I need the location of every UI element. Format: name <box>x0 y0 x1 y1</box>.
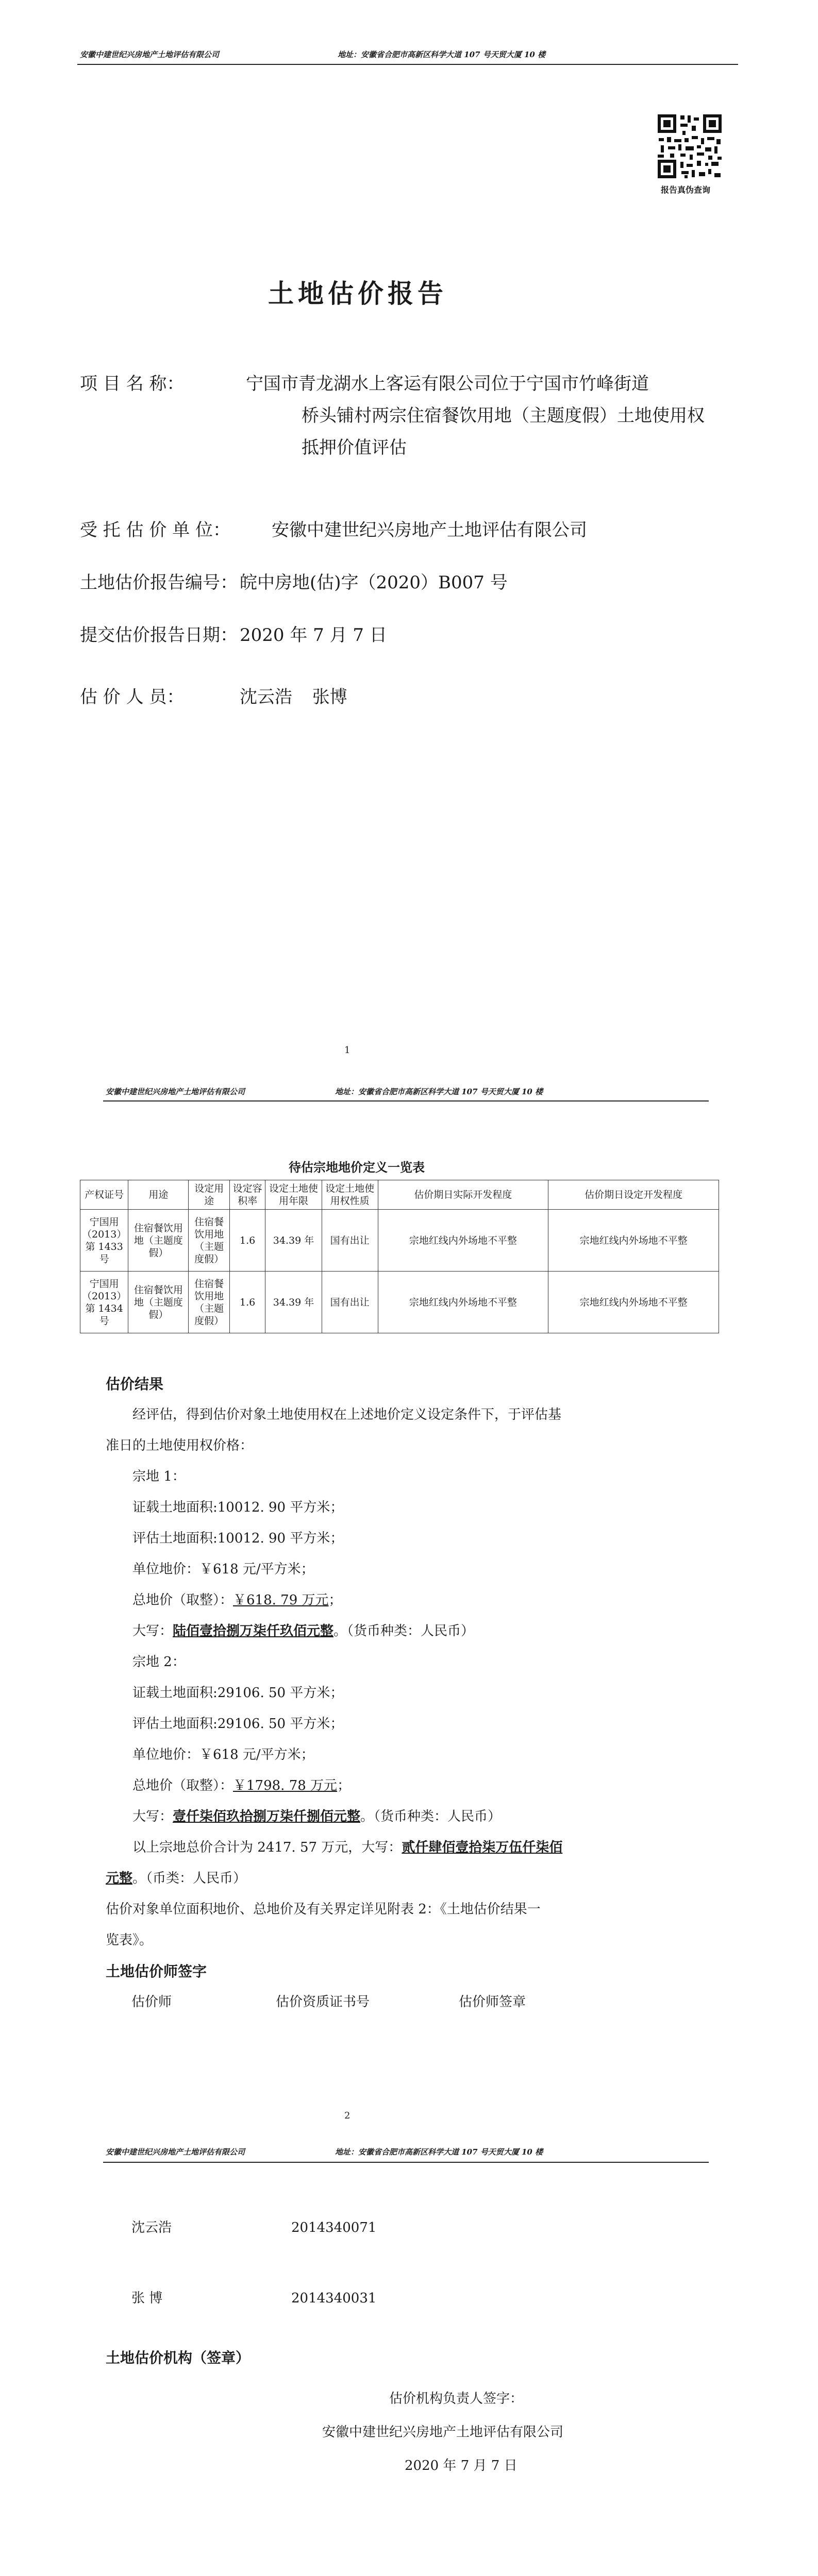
parcel-1-total-value: ￥618. 79 万元 <box>233 1592 329 1608</box>
header-address: 地址：安徽省合肥市高新区科学大道 107 号天贸大厦 10 楼 <box>335 1087 543 1096</box>
appraiser-2-cert: 2014340031 <box>291 2291 377 2306</box>
appraiser-label: 估 价 人 员： <box>80 687 185 707</box>
sum-line-1 <box>132 1837 562 1858</box>
col-use: 用途 <box>128 1180 189 1210</box>
parcel-2-capital-value: 壹仟柒佰玖拾捌万柒仟捌佰元整 <box>173 1809 361 1824</box>
date-label: 提交估价报告日期： <box>80 625 238 646</box>
col-cert-no: 产权证号 <box>80 1180 128 1210</box>
parcel-2-total-end: ； <box>337 1778 351 1793</box>
org-heading: 土地估价机构（签章） <box>106 2349 251 2366</box>
parcel-1-capital <box>132 1620 474 1642</box>
qr-caption: 报告真伪查询 <box>661 185 711 195</box>
sum-capital: 贰仟肆佰壹拾柒万伍仟柒佰 <box>402 1840 563 1855</box>
parcel-2-capital-label: 大写： <box>132 1809 173 1824</box>
result-heading: 估价结果 <box>106 1376 164 1393</box>
table-cell: 住宿餐饮用地（主题度假） <box>128 1272 189 1333</box>
parcel-1-capital-end: 。（货币种类：人民币） <box>333 1623 475 1639</box>
col-far: 设定容积率 <box>229 1180 265 1210</box>
header-address: 地址：安徽省合肥市高新区科学大道 107 号天贸大厦 10 楼 <box>335 2147 543 2157</box>
parcel-2-total-label: 总地价（取整）： <box>132 1778 233 1793</box>
parcel-1-total-end: ； <box>328 1592 342 1608</box>
header-company: 安徽中建世纪兴房地产土地评估有限公司 <box>80 50 220 59</box>
table-cell: 宁国用（2013）第 1434 号 <box>80 1272 128 1333</box>
agency-name: 安徽中建世纪兴房地产土地评估有限公司 <box>272 520 587 540</box>
appraiser-1-name: 沈云浩 <box>131 2220 172 2235</box>
table-title: 待估宗地地价定义一览表 <box>289 1160 425 1175</box>
sign-col-seal: 估价师签章 <box>459 1994 526 2010</box>
table-cell: 宁国用（2013）第 1433 号 <box>80 1210 128 1272</box>
table-cell: 1.6 <box>229 1210 265 1272</box>
report-no-label: 土地估价报告编号： <box>80 572 238 593</box>
table-cell: 34.39 年 <box>265 1210 322 1272</box>
note-line-1: 估价对象单位面积地价、总地价及有关界定详见附表 2：《土地估价结果一 <box>106 1902 541 1917</box>
parcel-2-title: 宗地 2： <box>132 1654 186 1670</box>
table-cell: 住宿餐饮用地（主题度假） <box>189 1272 230 1333</box>
appraiser-2-name: 张 博 <box>131 2291 163 2306</box>
report-no: 皖中房地(估)字（2020）B007 号 <box>240 572 508 593</box>
parcel-1-title: 宗地 1： <box>132 1469 186 1484</box>
result-intro-2: 准日的土地使用权价格： <box>106 1438 254 1453</box>
project-label: 项 目 名 称： <box>80 374 185 394</box>
note-line-2: 览表》。 <box>106 1933 153 1948</box>
org-name: 安徽中建世纪兴房地产土地评估有限公司 <box>322 2425 564 2440</box>
appraisers: 沈云浩 张博 <box>240 687 347 707</box>
table-cell: 宗地红线内外场地不平整 <box>548 1272 719 1333</box>
project-line-3: 抵押价值评估 <box>302 437 407 458</box>
col-term: 设定土地使用年限 <box>265 1180 322 1210</box>
col-nature: 设定土地使用权性质 <box>322 1180 378 1210</box>
agency-label: 受 托 估 价 单 位： <box>80 520 231 540</box>
table-cell: 住宿餐饮用地（主题度假） <box>128 1210 189 1272</box>
table-cell: 34.39 年 <box>265 1272 322 1333</box>
parcel-2-eval-area: 评估土地面积:29106. 50 平方米； <box>132 1716 344 1732</box>
parcel-2-capital-end: 。（货币种类：人民币） <box>360 1809 502 1824</box>
qr-code-icon[interactable] <box>656 112 724 180</box>
parcel-1-total-label: 总地价（取整）： <box>132 1592 233 1608</box>
parcel-2-capital <box>132 1806 501 1827</box>
page-number-2: 2 <box>344 2110 350 2121</box>
header-rule <box>77 64 738 65</box>
parcel-1-capital-value: 陆佰壹拾捌万柒仟玖佰元整 <box>173 1623 334 1639</box>
table-cell: 1.6 <box>229 1272 265 1333</box>
col-set-dev: 估价期日设定开发程度 <box>548 1180 719 1210</box>
parcel-1-capital-label: 大写： <box>132 1623 173 1639</box>
col-set-use: 设定用途 <box>189 1180 230 1210</box>
sign-col-cert: 估价资质证书号 <box>276 1994 370 2010</box>
result-intro-1: 经评估，得到估价对象土地使用权在上述地价定义设定条件下，于评估基 <box>132 1407 562 1422</box>
parcel-1-unit-price: 单位地价：￥618 元/平方米； <box>132 1562 314 1577</box>
header-company: 安徽中建世纪兴房地产土地评估有限公司 <box>106 2147 245 2157</box>
responsible-signature: 估价机构负责人签字： <box>389 2391 524 2406</box>
header-company: 安徽中建世纪兴房地产土地评估有限公司 <box>106 1087 245 1096</box>
table-cell: 宗地红线内外场地不平整 <box>548 1210 719 1272</box>
org-date: 2020 年 7 月 7 日 <box>405 2458 517 2473</box>
header-address: 地址：安徽省合肥市高新区科学大道 107 号天贸大厦 10 楼 <box>338 50 546 59</box>
sum-currency: 。（币类：人民币） <box>132 1871 247 1886</box>
table-cell: 住宿餐饮用地（主题度假） <box>189 1210 230 1272</box>
table-header-row <box>80 1180 719 1210</box>
parcel-1-total <box>132 1589 342 1611</box>
project-line-2: 桥头铺村两宗住宿餐饮用地（主题度假）土地使用权 <box>302 405 705 426</box>
header-rule <box>103 1100 709 1101</box>
page-number-1: 1 <box>344 1045 350 1056</box>
date-value: 2020 年 7 月 7 日 <box>240 625 387 646</box>
table-row <box>80 1272 719 1333</box>
project-line-1: 宁国市青龙湖水上客运有限公司位于宁国市竹峰街道 <box>246 374 649 394</box>
report-title: 土地估价报告 <box>268 278 447 309</box>
sign-col-appraiser: 估价师 <box>131 1994 172 2010</box>
table-cell: 宗地红线内外场地不平整 <box>378 1210 548 1272</box>
table-cell: 国有出让 <box>322 1210 378 1272</box>
table-cell: 宗地红线内外场地不平整 <box>378 1272 548 1333</box>
parcel-2-cert-area: 证载土地面积:29106. 50 平方米； <box>132 1685 344 1701</box>
table-cell: 国有出让 <box>322 1272 378 1333</box>
col-actual-dev: 估价期日实际开发程度 <box>378 1180 548 1210</box>
header-rule <box>103 2162 709 2163</box>
sum-capital-end: 元整 <box>106 1871 133 1886</box>
parcel-1-cert-area: 证载土地面积:10012. 90 平方米； <box>132 1500 344 1515</box>
parcel-1-eval-area: 评估土地面积:10012. 90 平方米； <box>132 1531 344 1546</box>
appraiser-1-cert: 2014340071 <box>291 2220 377 2235</box>
parcel-2-unit-price: 单位地价：￥618 元/平方米； <box>132 1747 314 1762</box>
land-definition-table <box>80 1180 719 1333</box>
table-row <box>80 1210 719 1272</box>
parcel-2-total-value: ￥1798. 78 万元 <box>233 1778 338 1793</box>
sign-heading: 土地估价师签字 <box>106 1963 207 1980</box>
sum-line-2 <box>106 1868 246 1889</box>
sum-text: 以上宗地总价合计为 2417. 57 万元，大写： <box>132 1840 402 1855</box>
parcel-2-total <box>132 1775 350 1797</box>
